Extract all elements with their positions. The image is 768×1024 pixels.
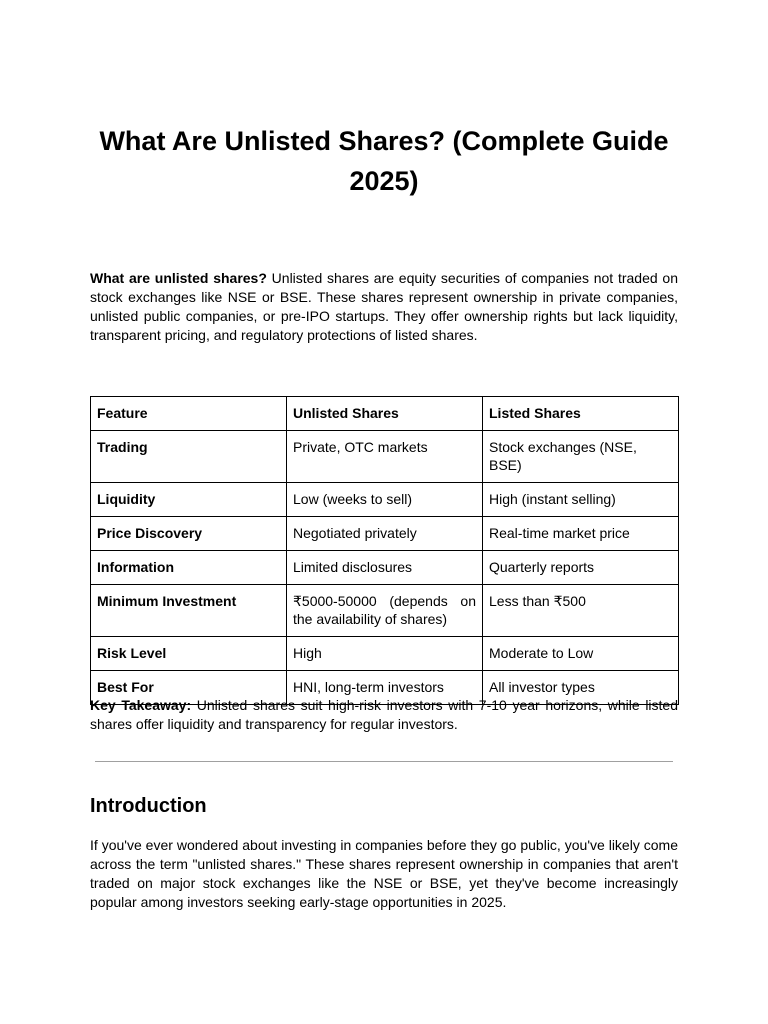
table-cell: Real-time market price: [483, 517, 679, 551]
intro-paragraph: [90, 269, 678, 345]
table-row-label: Minimum Investment: [91, 585, 287, 637]
table-row-label: Liquidity: [91, 483, 287, 517]
table-row: [91, 483, 679, 517]
introduction-paragraph: If you've ever wondered about investing in companies before they go public, you've likely come across the term "unlisted shares." These shares represent ownership in companies that aren't traded on major stock exchanges like the NSE or BSE, yet they've become increasingly popular among investors seeking early-stage opportunities in 2025.: [90, 837, 678, 910]
table-row: [91, 517, 679, 551]
table-cell: Moderate to Low: [483, 637, 679, 671]
table-cell: High (instant selling): [483, 483, 679, 517]
table-row: [91, 637, 679, 671]
horizontal-divider: [95, 761, 673, 762]
table-cell: Limited disclosures: [287, 551, 483, 585]
table-row-label: Best For: [91, 671, 287, 705]
table-header-cell: Feature: [91, 397, 287, 431]
table-cell: All investor types: [483, 671, 679, 705]
table-row: [91, 551, 679, 585]
key-takeaway: [90, 696, 678, 734]
table-cell: Less than ₹500: [483, 585, 679, 637]
table-row: [91, 585, 679, 637]
table-row-label: Information: [91, 551, 287, 585]
table-row-label: Price Discovery: [91, 517, 287, 551]
table-header-cell: Listed Shares: [483, 397, 679, 431]
table-row-label: Trading: [91, 431, 287, 483]
table-cell: Stock exchanges (NSE, BSE): [483, 431, 679, 483]
intro-lead: What are unlisted shares?: [90, 270, 267, 286]
table-cell: Private, OTC markets: [287, 431, 483, 483]
table-header-cell: Unlisted Shares: [287, 397, 483, 431]
table-cell: Quarterly reports: [483, 551, 679, 585]
takeaway-text: Unlisted shares suit high-risk investors with 7-10 year horizons, while listed shares offer liquidity and transparency for regular investors.: [90, 697, 678, 732]
table-cell: HNI, long-term investors: [287, 671, 483, 705]
section-heading: Introduction: [90, 795, 207, 817]
comparison-table: [90, 396, 679, 705]
table-cell: Low (weeks to sell): [287, 483, 483, 517]
page-title: What Are Unlisted Shares? (Complete Guide 2025): [99, 126, 669, 196]
intro-text: Unlisted shares are equity securities of companies not traded on stock exchanges like NSE or BSE. These shares represent ownership in private companies, unlisted public companies, or pre-IPO startups. They offer ownership rights but lack liquidity, transparent pricing, and regulatory protections of listed shares.: [90, 270, 678, 343]
table-cell: ₹5000-50000 (depends on the availability of shares): [287, 585, 483, 637]
table-row-label: Risk Level: [91, 637, 287, 671]
table-header-row: [91, 397, 679, 431]
table-row: [91, 431, 679, 483]
table-cell: High: [287, 637, 483, 671]
takeaway-lead: Key Takeaway:: [90, 697, 192, 713]
table-cell: Negotiated privately: [287, 517, 483, 551]
